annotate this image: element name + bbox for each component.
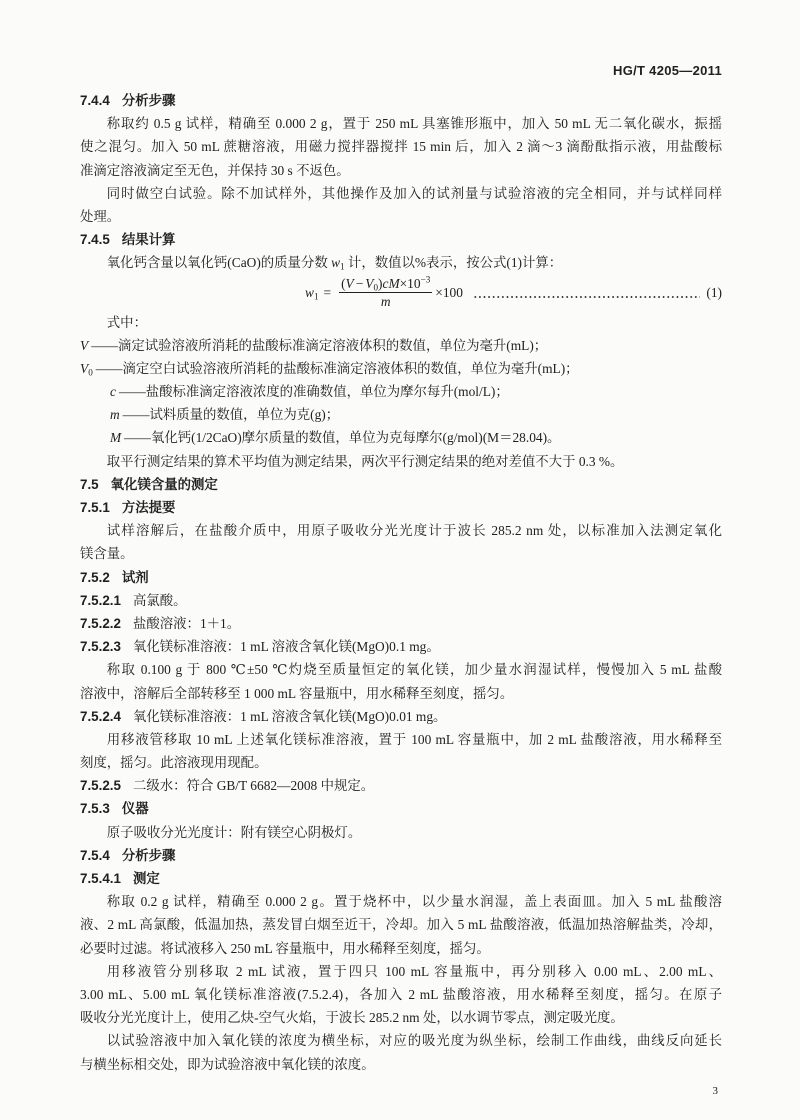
clause-text: 氧化镁标准溶液：1 mL 溶液含氧化镁(MgO)0.1 mg。 <box>133 639 440 655</box>
clause-number: 7.5 <box>80 476 99 492</box>
clause-title: 试剂 <box>121 569 149 585</box>
clause-heading-7-4-5 <box>80 228 722 251</box>
definition-v <box>80 334 722 357</box>
variable-symbol: m <box>110 407 120 423</box>
definition-text: 盐酸标准滴定溶液浓度的准确数值，单位为摩尔每升(mol/L)； <box>145 384 509 400</box>
clause-heading-7-5-1 <box>80 496 722 519</box>
clause-7-5-2-5 <box>80 774 722 797</box>
text-fragment: 氧化钙含量以氧化钙(CaO)的质量分数 <box>106 255 332 271</box>
equals-sign: = <box>323 284 332 300</box>
variable-symbol: V <box>80 337 89 353</box>
paragraph-line: 同时做空白试验。除不加试样外，其他操作及加入的试剂量与试验溶液的完全相同，并与试样同样 <box>106 185 722 201</box>
clause-heading-7-5-2 <box>80 566 722 589</box>
variable-symbol: V <box>365 276 374 291</box>
clause-heading-7-5-4-1 <box>80 867 722 890</box>
fraction-numerator <box>339 276 432 293</box>
clause-number: 7.5.2 <box>80 569 110 585</box>
paragraph-line: 必要时过滤。将试液移入 250 mL 容量瓶中，用水稀释至刻度，摇匀。 <box>80 940 490 956</box>
subscript: 1 <box>340 262 345 273</box>
paragraph-line: 原子吸收分光光度计：附有镁空心阴极灯。 <box>106 824 362 840</box>
clause-number: 7.5.1 <box>80 500 110 515</box>
clause-number: 7.5.4.1 <box>80 871 121 886</box>
subscript: 0 <box>88 367 93 378</box>
where-label: 式中： <box>106 314 147 330</box>
definition-v0 <box>80 357 722 380</box>
page-number: 3 <box>712 1085 718 1097</box>
clause-number: 7.4.5 <box>80 232 110 248</box>
formula-fragment: ( <box>341 276 346 291</box>
definition-dash: —— <box>118 384 146 400</box>
standard-number-header: HG/T 4205—2011 <box>613 63 722 78</box>
variable-symbol: M <box>110 430 122 446</box>
definition-text: 滴定试验溶液所消耗的盐酸标准滴定溶液体积的数值，单位为毫升(mL)； <box>117 337 548 353</box>
definition-dash: —— <box>91 337 118 353</box>
definition-dash: —— <box>124 430 151 446</box>
definition-dash: —— <box>95 360 123 376</box>
paragraph-line: 称取约 0.5 g 试样，精确至 0.000 2 g，置于 250 mL 具塞锥形瓶中，加入 50 mL 无二氧化碳水，振摇 <box>106 116 722 132</box>
clause-text: 二级水：符合 GB/T 6682—2008 中规定。 <box>133 778 375 794</box>
formula-fragment: ) <box>378 276 383 291</box>
clause-title: 分析步骤 <box>121 847 176 863</box>
paragraph-line: 3.00 mL、5.00 mL 氧化镁标准溶液(7.5.2.4)，各加入 2 mL 盐酸溶液，用水稀释至刻度，摇匀。在原子 <box>80 986 722 1002</box>
paragraph-line: 与横坐标相交处，即为试验溶液中氧化镁的浓度。 <box>80 1056 375 1072</box>
dot-leader <box>473 296 700 298</box>
paragraph-line: 取平行测定结果的算术平均值为测定结果，两次平行测定结果的绝对差值不大于 0.3 %。 <box>106 453 624 469</box>
clause-title: 仪器 <box>121 801 149 817</box>
clause-7-5-2-4 <box>80 705 722 728</box>
formula-1 <box>80 275 722 311</box>
definition-text: 试料质量的数值，单位为克(g)； <box>149 407 340 423</box>
paragraph-line: 称取 0.2 g 试样，精确至 0.000 2 g。置于烧杯中，以少量水润湿，盖上表面皿。加入 5 mL 盐酸溶 <box>106 894 722 910</box>
fraction-denominator <box>381 293 391 309</box>
paragraph-line: 镁含量。 <box>80 546 134 562</box>
formula-number: (1) <box>706 284 722 300</box>
definition-text: 氧化钙(1/2CaO)摩尔质量的数值，单位为克每摩尔(g/mol)(M＝28.04)。 <box>150 430 561 446</box>
clause-title: 结果计算 <box>121 232 176 248</box>
variable-symbol: V <box>345 276 354 291</box>
text-fragment: 计，数值以%表示，按公式(1)计算： <box>344 255 563 271</box>
variable-symbol: V <box>80 360 89 376</box>
definition-dash: —— <box>122 407 150 423</box>
paragraph-line: 处理。 <box>80 208 121 224</box>
formula-fragment: ×100 <box>435 284 463 300</box>
clause-number: 7.4.4 <box>80 93 110 108</box>
clause-number: 7.5.2.5 <box>80 778 121 794</box>
definition-molar-mass <box>80 426 722 449</box>
superscript: −3 <box>420 274 431 285</box>
paragraph-line: 试样溶解后，在盐酸介质中，用原子吸收分光光度计于波长 285.2 nm 处，以标准加入法测定氧化 <box>106 523 722 539</box>
paragraph-line: 液、2 mL 高氯酸，低温加热，蒸发冒白烟至近干，冷却。加入 5 mL 盐酸溶液，低温加热溶解盐类，冷却， <box>80 917 722 933</box>
variable-symbol: c <box>382 276 389 291</box>
subscript: 1 <box>313 291 319 302</box>
variable-symbol: c <box>110 384 116 400</box>
clause-number: 7.5.2.2 <box>80 615 121 631</box>
variable-symbol: w <box>331 255 341 271</box>
formula-lhs <box>305 285 319 301</box>
paragraph-line: 溶液中，溶解后全部转移至 1 000 mL 容量瓶中，用水稀释至刻度，摇匀。 <box>80 685 514 701</box>
paragraph-line: 称取 0.100 g 于 800 ℃±50 ℃灼烧至质量恒定的氧化镁，加少量水润湿试样，慢慢加入 5 mL 盐酸 <box>106 662 722 678</box>
clause-7-5-2-3 <box>80 635 722 658</box>
paragraph-line: 准滴定溶液滴定至无色，并保持 30 s 不返色。 <box>80 162 350 178</box>
clause-text: 氧化镁标准溶液：1 mL 溶液含氧化镁(MgO)0.01 mg。 <box>133 708 447 724</box>
definition-text: 滴定空白试验溶液所消耗的盐酸标准滴定溶液体积的数值，单位为毫升(mL)； <box>122 360 579 376</box>
clause-number: 7.5.3 <box>80 801 110 817</box>
paragraph-line: 用移液管分别移取 2 mL 试液，置于四只 100 mL 容量瓶中，再分别移入 0.00 mL、2.00 mL、 <box>106 963 722 979</box>
formula-fraction <box>339 276 432 309</box>
minus-sign: − <box>355 276 364 291</box>
document-body <box>80 89 722 1076</box>
clause-text: 盐酸溶液：1＋1。 <box>133 615 241 631</box>
clause-heading-7-5-4 <box>80 844 722 867</box>
clause-heading-7-5 <box>80 473 722 496</box>
clause-title: 氧化镁含量的测定 <box>110 476 218 492</box>
clause-heading-7-4-4 <box>80 89 722 112</box>
clause-7-5-2-1 <box>80 589 722 612</box>
formula-fragment: ×10 <box>399 276 421 291</box>
clause-7-5-2-2 <box>80 612 722 635</box>
paragraph-line: 刻度，摇匀。此溶液现用现配。 <box>80 755 268 771</box>
clause-heading-7-5-3 <box>80 797 722 820</box>
clause-title: 测定 <box>133 871 160 886</box>
formula-intro <box>80 251 722 274</box>
paragraph-line: 使之混匀。加入 50 mL 蔗糖溶液，用磁力搅拌器搅拌 15 min 后，加入 2 滴～3 滴酚酞指示液，用盐酸标 <box>80 139 722 155</box>
paragraph-line: 以试验溶液中加入氧化镁的浓度为横坐标，对应的吸光度为纵坐标，绘制工作曲线，曲线反向延长 <box>106 1033 722 1049</box>
clause-number: 7.5.2.1 <box>80 592 121 608</box>
clause-number: 7.5.2.3 <box>80 639 121 655</box>
clause-text: 高氯酸。 <box>133 592 187 608</box>
clause-number: 7.5.4 <box>80 847 110 863</box>
clause-number: 7.5.2.4 <box>80 708 121 724</box>
clause-title: 分析步骤 <box>121 93 176 108</box>
variable-symbol: m <box>380 294 391 309</box>
clause-title: 方法提要 <box>121 500 176 515</box>
paragraph-line: 吸收分光光度计上，使用乙炔-空气火焰，于波长 285.2 nm 处，以水调节零点，测定吸光度。 <box>80 1010 624 1026</box>
variable-symbol: M <box>388 276 400 291</box>
paragraph-line: 用移液管移取 10 mL 上述氧化镁标准溶液，置于 100 mL 容量瓶中，加 2 mL 盐酸溶液，用水稀释至 <box>106 731 722 747</box>
definition-c <box>80 380 722 403</box>
definition-m <box>80 403 722 426</box>
subscript: 0 <box>373 282 379 293</box>
variable-symbol: w <box>305 284 314 300</box>
